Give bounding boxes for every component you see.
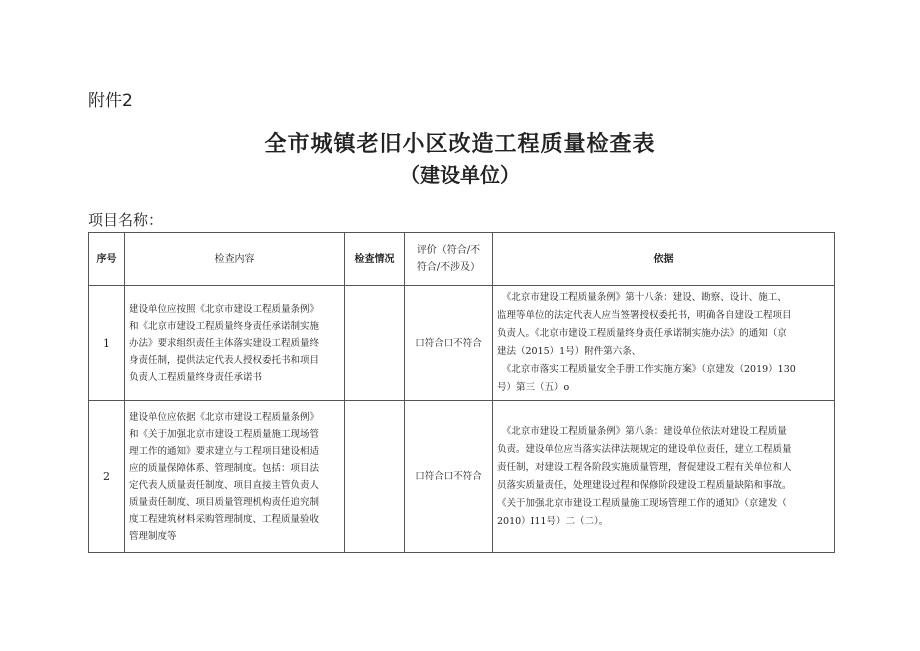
header-basis: 依据 [493, 233, 835, 286]
row-content [125, 401, 345, 553]
content-line: 度工程建筑材料采购管理制度、工程质量验收 [129, 513, 320, 525]
page-title: 全市城镇老旧小区改造工程质量检查表 [264, 132, 656, 157]
table-row [89, 286, 835, 401]
basis-line: 负责人。《北京市建设工程质量终身责任承诺制实施办法》的通知（京 [497, 328, 787, 339]
project-name-label: 项目名称： [88, 211, 164, 229]
content-line: 管理制度等 [129, 530, 177, 542]
basis-line: 《关于加强北京市建设工程质量施工现场管理工作的通知》（京建发（ [497, 497, 787, 509]
row-basis [493, 286, 835, 401]
basis-line: 负责。建设单位应当落实法律法规规定的建设单位责任，建立工程质量 [497, 443, 792, 455]
content-line: 和《关于加强北京市建设工程质量施工现场管 [129, 428, 320, 440]
content-line: 身责任制，提供法定代表人授权委托书和项目 [129, 354, 320, 366]
content-line: 建设单位应依据《北京市建设工程质量条例》 [129, 411, 320, 423]
row-number: 2 [89, 401, 125, 553]
table-header-row [89, 233, 835, 286]
row-status[interactable] [345, 401, 405, 553]
basis-line: 号）第三（五）o [497, 382, 570, 393]
content-line: 理工作的通知》要求建立与工程项目建设相适 [129, 445, 320, 457]
content-line: 办法》要求组织责任主体落实建设工程质量终 [129, 337, 320, 349]
header-status: 检查情况 [345, 233, 405, 286]
basis-line: 员落实质量责任，处理建设过程和保修阶段建设工程质量缺陷和事故。 [497, 479, 792, 491]
content-line: 应的质量保障体系、管理制度。包括：项目法 [129, 462, 320, 474]
header-eval-line: 评价（符合/不 [416, 245, 481, 256]
basis-line: 监理等单位的法定代表人应当签署授权委托书，明确各自建设工程项目 [497, 310, 792, 321]
table-row [89, 401, 835, 553]
row-evaluation[interactable]: 口符合口不符合 [405, 286, 493, 401]
content-line: 负责人工程质量终身责任承诺书 [129, 371, 263, 383]
basis-line: 《北京市建设工程质量条例》第十八条：建设、勘察、设计、施工、 [497, 292, 787, 303]
page-subtitle: （建设单位） [400, 163, 520, 187]
content-line: 建设单位应按照《北京市建设工程质量条例》 [129, 303, 320, 315]
content-line: 质量责任制度、项目质量管理机构责任追究制 [129, 496, 320, 508]
inspection-table [88, 232, 835, 553]
basis-line: 《北京市落实工程质量安全手册工作实施方案》（京建发（2019）130 [497, 364, 796, 375]
row-content [125, 286, 345, 401]
header-eval [405, 233, 493, 286]
row-basis [493, 401, 835, 553]
header-content: 检查内容 [125, 233, 345, 286]
row-evaluation[interactable]: 口符合口不符合 [405, 401, 493, 553]
basis-line: 建法（2015）1号）附件第六条、 [497, 346, 642, 357]
basis-line: 《北京市建设工程质量条例》第八条：建设单位依法对建设工程质量 [497, 425, 787, 437]
attachment-label: 附件2 [88, 91, 133, 111]
row-number: 1 [89, 286, 125, 401]
row-status[interactable] [345, 286, 405, 401]
content-line: 和《北京市建设工程质量终身责任承诺制实施 [129, 320, 320, 332]
header-eval-line: 符合/不涉及） [416, 262, 481, 273]
basis-line: 责任制，对建设工程各阶段实施质量管理，督促建设工程有关单位和人 [497, 461, 792, 473]
basis-line: 2010）I11号）二（二）。 [497, 515, 609, 527]
content-line: 定代表人质量责任制度、项目直接主管负责人 [129, 479, 320, 491]
header-no: 序号 [89, 233, 125, 286]
